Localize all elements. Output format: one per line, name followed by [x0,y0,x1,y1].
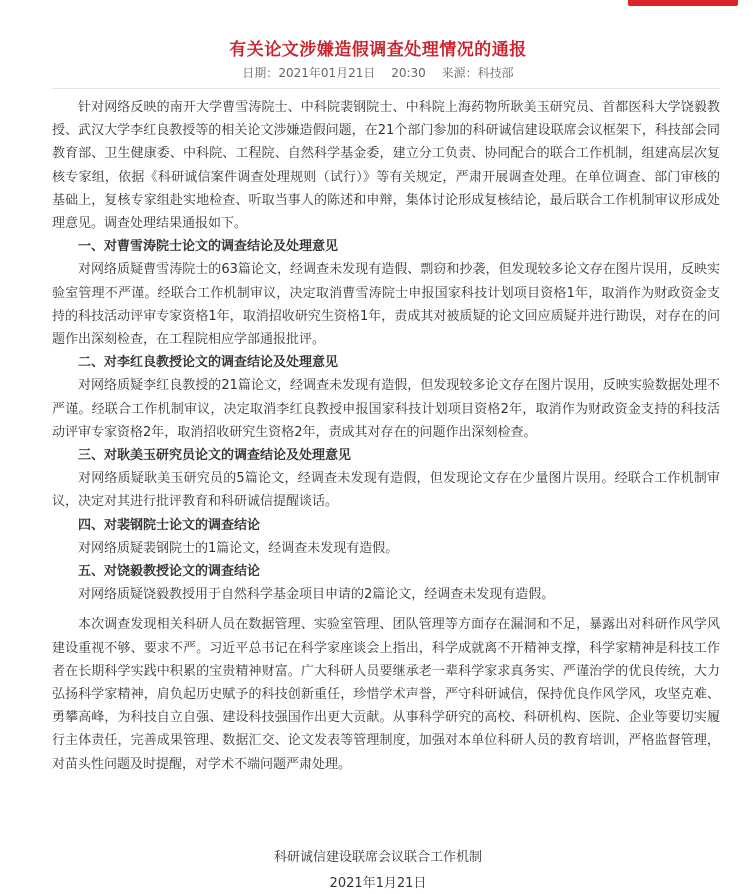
meta-line [0,65,756,81]
section-text: 对网络质疑饶毅教授用于自然科学基金项目申请的2篇论文，经调查未发现有造假。 [78,587,555,603]
signature-org: 科研诚信建设联席会议联合工作机制 [273,850,482,865]
source-label: 来源： [441,66,478,80]
section-heading: 五、对饶毅教授论文的调查结论 [78,564,261,580]
section-heading: 一、对曹雪涛院士论文的调查结论及处理意见 [78,239,339,255]
section-text: 对网络质疑裴钢院士的1篇论文，经调查未发现有造假。 [78,540,399,556]
source-field [442,66,514,80]
source-value: 科技部 [477,66,514,80]
signature-date: 2021年1月21日 [329,876,427,891]
section-text: 对网络质疑耿美玉研究员的5篇论文，经调查未发现有造假，但发现论文存在少量图片误用。经联合工作机制审议，决定对其进行批评教育和科研诚信提醒谈话。 [52,471,720,510]
section-heading: 三、对耿美玉研究员论文的调查结论及处理意见 [78,448,352,464]
section-heading: 二、对李红良教授论文的调查结论及处理意见 [78,355,339,371]
section-text: 对网络质疑李红良教授的21篇论文，经调查未发现有造假，但发现较多论文存在图片误用，反映实验数据处理不严谨。经联合工作机制审议，决定取消李红良教授申报国家科技计划项目资格2年，取消作为财政资金支持的科技活动评审专家资格2年，取消招收研究生资格2年，责成其对存在的问题作出深刻检查。 [52,378,720,440]
section-heading: 四、对裴钢院士论文的调查结论 [78,517,261,533]
date-label: 日期： [242,66,279,80]
paragraph-spacer [52,606,720,613]
date-field [242,66,375,80]
page-title: 有关论文涉嫌造假调查处理情况的通报 [229,40,527,61]
intro-paragraph: 针对网络反映的南开大学曹雪涛院士、中科院裴钢院士、中科院上海药物所耿美玉研究员、首都医科大学饶毅教授、武汉大学李红良教授等的相关论文涉嫌造假问题，在21个部门参加的科研诚信建设联席会议框架下，科技部会同教育部、卫生健康委、中科院、工程院、自然科学基金委，建立分工负责、协同配合的联合工作机制，组建高层次复核专家组，依据《科研诚信案件调查处理规则（试行）》等有关规定，严肃开展调查处理。在单位调查、部门审核的基础上，复核专家组赴实地检查、听取当事人的陈述和申辩，集体讨论形成复核结论，最后联合工作机制审议形成处理意见。调查处理结果通报如下。 [52,100,720,232]
conclusion-paragraph: 本次调查发现相关科研人员在数据管理、实验室管理、团队管理等方面存在漏洞和不足，暴露出对科研作风学风建设重视不够、要求不严。习近平总书记在科学家座谈会上指出，科学成就离不开精神支撑，科学家精神是科技工作者在长期科学实践中积累的宝贵精神财富。广大科研人员要继承老一辈科学家求真务实、严谨治学的优良传统，大力弘扬科学家精神，肩负起历史赋予的科技创新重任，珍惜学术声誉，严守科研诚信，保持优良作风学风，攻坚克难、勇攀高峰，为科技自立自强、建设科技强国作出更大贡献。从事科学研究的高校、科研机构、医院、企业等要切实履行主体责任，完善成果管理、数据汇交、论文发表等管理制度，加强对本单位科研人员的教育培训，严格监督管理，对苗头性问题及时提醒，对学术不端问题严肃处理。 [52,617,720,772]
header-divider [52,88,720,89]
top-accent-bar [628,0,738,6]
section-text: 对网络质疑曹雪涛院士的63篇论文，经调查未发现有造假、剽窃和抄袭，但发现较多论文存在图片误用，反映实验室管理不严谨。经联合工作机制审议，决定取消曹雪涛院士申报国家科技计划项目资格1年，取消作为财政资金支持的科技活动评审专家资格1年，取消招收研究生资格1年，责成其对被质疑的论文回应质疑并进行勘误，对存在的问题作出深刻检查，在工程院相应学部通报批评。 [52,262,720,348]
date-value: 2021年01月21日 [278,66,376,80]
article-body [52,96,720,776]
time-value: 20:30 [391,66,426,80]
